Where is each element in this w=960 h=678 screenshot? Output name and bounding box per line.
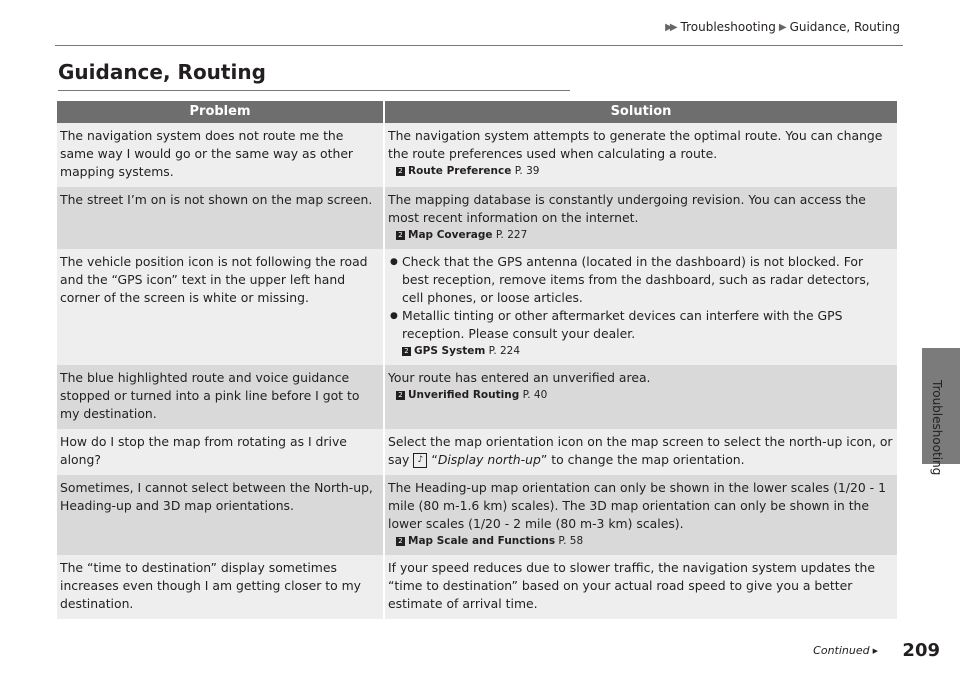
cross-reference-link[interactable]: [388, 387, 893, 403]
solution-text: Select the map orientation icon on the map screen to select the north-up icon, or say: [388, 434, 893, 467]
title-rule: [58, 90, 570, 91]
reference-title: Route Preference: [408, 165, 512, 177]
solution-text: Your route has entered an unverified area.: [388, 370, 651, 385]
table-row: [57, 429, 897, 475]
table-row: [57, 187, 897, 249]
breadcrumb: [665, 20, 900, 34]
reference-page: P. 39: [514, 165, 540, 177]
table-row: [57, 475, 897, 555]
column-header-solution: Solution: [385, 101, 897, 123]
continued-label: [813, 644, 878, 657]
solution-cell: Select the map orientation icon on the map screen to select the north-up icon, or say ♪ “Display north-up” to change the map orientation.: [385, 429, 897, 475]
reference-page: P. 40: [522, 389, 548, 401]
continued-text: Continued: [813, 644, 870, 657]
solution-text: to change the map orientation.: [551, 452, 745, 467]
cross-reference-link[interactable]: [388, 533, 893, 549]
problem-cell: The navigation system does not route me the same way I would go or the same way as other mapping systems.: [57, 123, 385, 187]
cross-reference-link[interactable]: [388, 227, 893, 243]
reference-title: Unverified Routing: [408, 389, 520, 401]
solution-text: The navigation system attempts to generate the optimal route. You can change the route preferences used when calculating a route.: [388, 128, 883, 161]
solution-cell: [385, 249, 897, 365]
side-tab-label: Troubleshooting: [930, 380, 944, 476]
table-row: [57, 123, 897, 187]
cross-reference-link[interactable]: [402, 343, 893, 359]
reference-title: Map Scale and Functions: [408, 535, 556, 547]
problem-cell: The blue highlighted route and voice guidance stopped or turned into a pink line before I got to my destination.: [57, 365, 385, 429]
list-item: ● Check that the GPS antenna (located in the dashboard) is not blocked. For best reception, remove items from the dashboard, such as radar detectors, cell phones, or loose articles.: [388, 253, 893, 307]
list-item: [388, 307, 893, 359]
reference-icon: 2: [396, 537, 405, 546]
solution-text: The mapping database is constantly undergoing revision. You can access the most recent information on the internet.: [388, 192, 866, 225]
reference-icon: 2: [402, 347, 411, 356]
troubleshooting-table: [57, 101, 897, 619]
column-header-problem: Problem: [57, 101, 385, 123]
reference-page: P. 58: [558, 535, 584, 547]
talk-button-icon: ♪: [413, 453, 427, 468]
breadcrumb-arrow-icon: ▶: [778, 21, 784, 33]
solution-cell: [385, 123, 897, 187]
problem-cell: Sometimes, I cannot select between the North-up, Heading-up and 3D map orientations.: [57, 475, 385, 555]
page-number: 209: [902, 640, 940, 661]
reference-title: Map Coverage: [408, 229, 493, 241]
page-title: Guidance, Routing: [58, 60, 266, 84]
reference-icon: 2: [396, 391, 405, 400]
problem-cell: The street I’m on is not shown on the map screen.: [57, 187, 385, 249]
problem-cell: How do I stop the map from rotating as I drive along?: [57, 429, 385, 475]
solution-cell: [385, 365, 897, 429]
cross-reference-link[interactable]: [388, 163, 893, 179]
voice-command: Display north-up: [437, 452, 541, 467]
breadcrumb-arrow-icon: ▶▶: [665, 21, 675, 33]
reference-title: GPS System: [414, 345, 486, 357]
reference-page: P. 227: [495, 229, 528, 241]
solution-cell: [385, 475, 897, 555]
table-row: [57, 249, 897, 365]
header-rule: [55, 45, 903, 46]
problem-cell: The vehicle position icon is not following the road and the “GPS icon” text in the upper left hand corner of the screen is white or missing.: [57, 249, 385, 365]
breadcrumb-item[interactable]: Troubleshooting: [680, 20, 776, 34]
solution-text: The Heading-up map orientation can only be shown in the lower scales (1/20 - 1 mile (80 m-1.6 km) scales). The 3D map orientation can only be shown in the lower scales (1/20 - 2 mile (80 m-3 km) scales).: [388, 480, 886, 531]
continued-arrow-icon: ▶: [872, 646, 878, 655]
breadcrumb-item[interactable]: Guidance, Routing: [789, 20, 900, 34]
table-row: [57, 365, 897, 429]
table-row: [57, 555, 897, 619]
solution-bullet-list: [388, 253, 893, 359]
solution-cell: [385, 187, 897, 249]
reference-page: P. 224: [488, 345, 521, 357]
solution-cell: If your speed reduces due to slower traffic, the navigation system updates the “time to destination” based on your actual road speed to give you a better estimate of arrival time.: [385, 555, 897, 619]
reference-icon: 2: [396, 231, 405, 240]
bullet-text: Metallic tinting or other aftermarket devices can interfere with the GPS reception. Please consult your dealer.: [402, 308, 843, 341]
problem-cell: The “time to destination” display sometimes increases even though I am getting closer to my destination.: [57, 555, 385, 619]
reference-icon: 2: [396, 167, 405, 176]
